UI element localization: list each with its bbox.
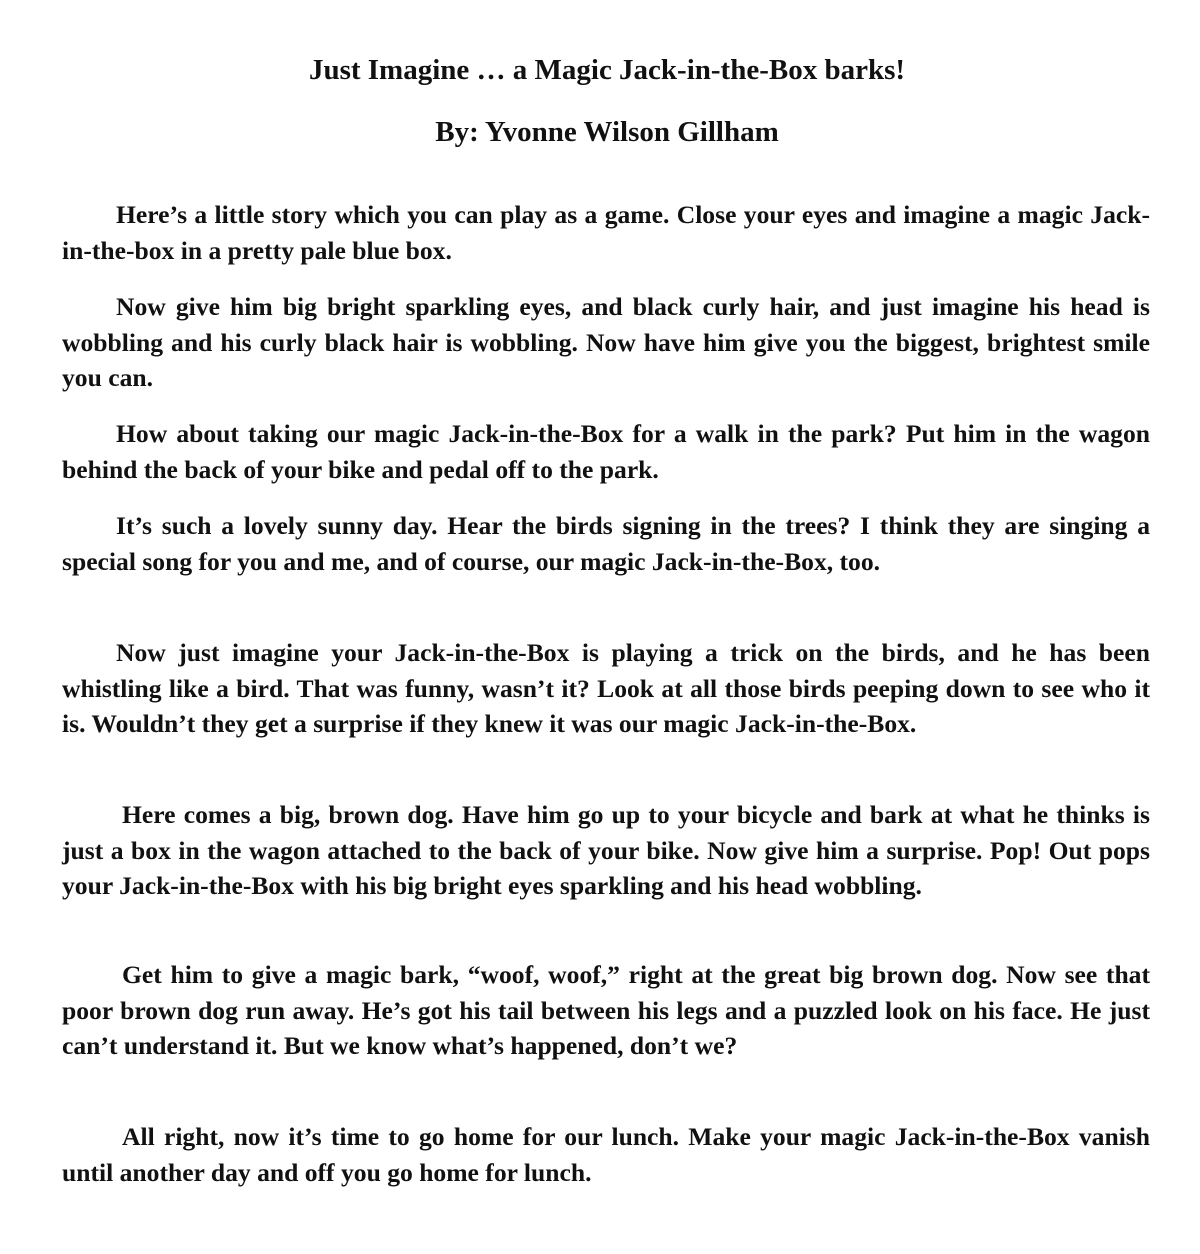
story-paragraph: Here comes a big, brown dog. Have him go up to your bicycle and bark at what he thinks is just a box in the wagon attached to the back of your bike. Now give him a surprise. Pop! Out pops your Jack-in-the-Box with his big bright eyes sparkling and his head wobbling. [62, 800, 1150, 901]
document-title: Just Imagine … a Magic Jack-in-the-Box barks! [308, 54, 906, 86]
story-paragraph: Now give him big bright sparkling eyes, and black curly hair, and just imagine his head is wobbling and his curly black hair is wobbling. Now have him give you the biggest, brightest smile you can. [62, 292, 1150, 393]
story-paragraph: Here’s a little story which you can play as a game. Close your eyes and imagine a magic Jack-in-the-box in a pretty pale blue box. [62, 200, 1150, 265]
story-paragraph: How about taking our magic Jack-in-the-Box for a walk in the park? Put him in the wagon behind the back of your bike and pedal off to the park. [62, 419, 1150, 484]
document-byline: By: Yvonne Wilson Gillham [435, 116, 779, 148]
story-paragraph: Get him to give a magic bark, “woof, woof,” right at the great big brown dog. Now see that poor brown dog run away. He’s got his tail between his legs and a puzzled look on his face. He just can’t understand it. But we know what’s happened, don’t we? [62, 960, 1150, 1061]
story-paragraph: All right, now it’s time to go home for our lunch. Make your magic Jack-in-the-Box vanish until another day and off you go home for lunch. [62, 1122, 1150, 1187]
story-paragraph: Now just imagine your Jack-in-the-Box is playing a trick on the birds, and he has been whistling like a bird. That was funny, wasn’t it? Look at all those birds peeping down to see who it is. Wouldn’t they get a surprise if they knew it was our magic Jack-in-the-Box. [62, 638, 1150, 739]
story-paragraph: It’s such a lovely sunny day. Hear the birds signing in the trees? I think they are singing a special song for you and me, and of course, our magic Jack-in-the-Box, too. [62, 511, 1150, 576]
